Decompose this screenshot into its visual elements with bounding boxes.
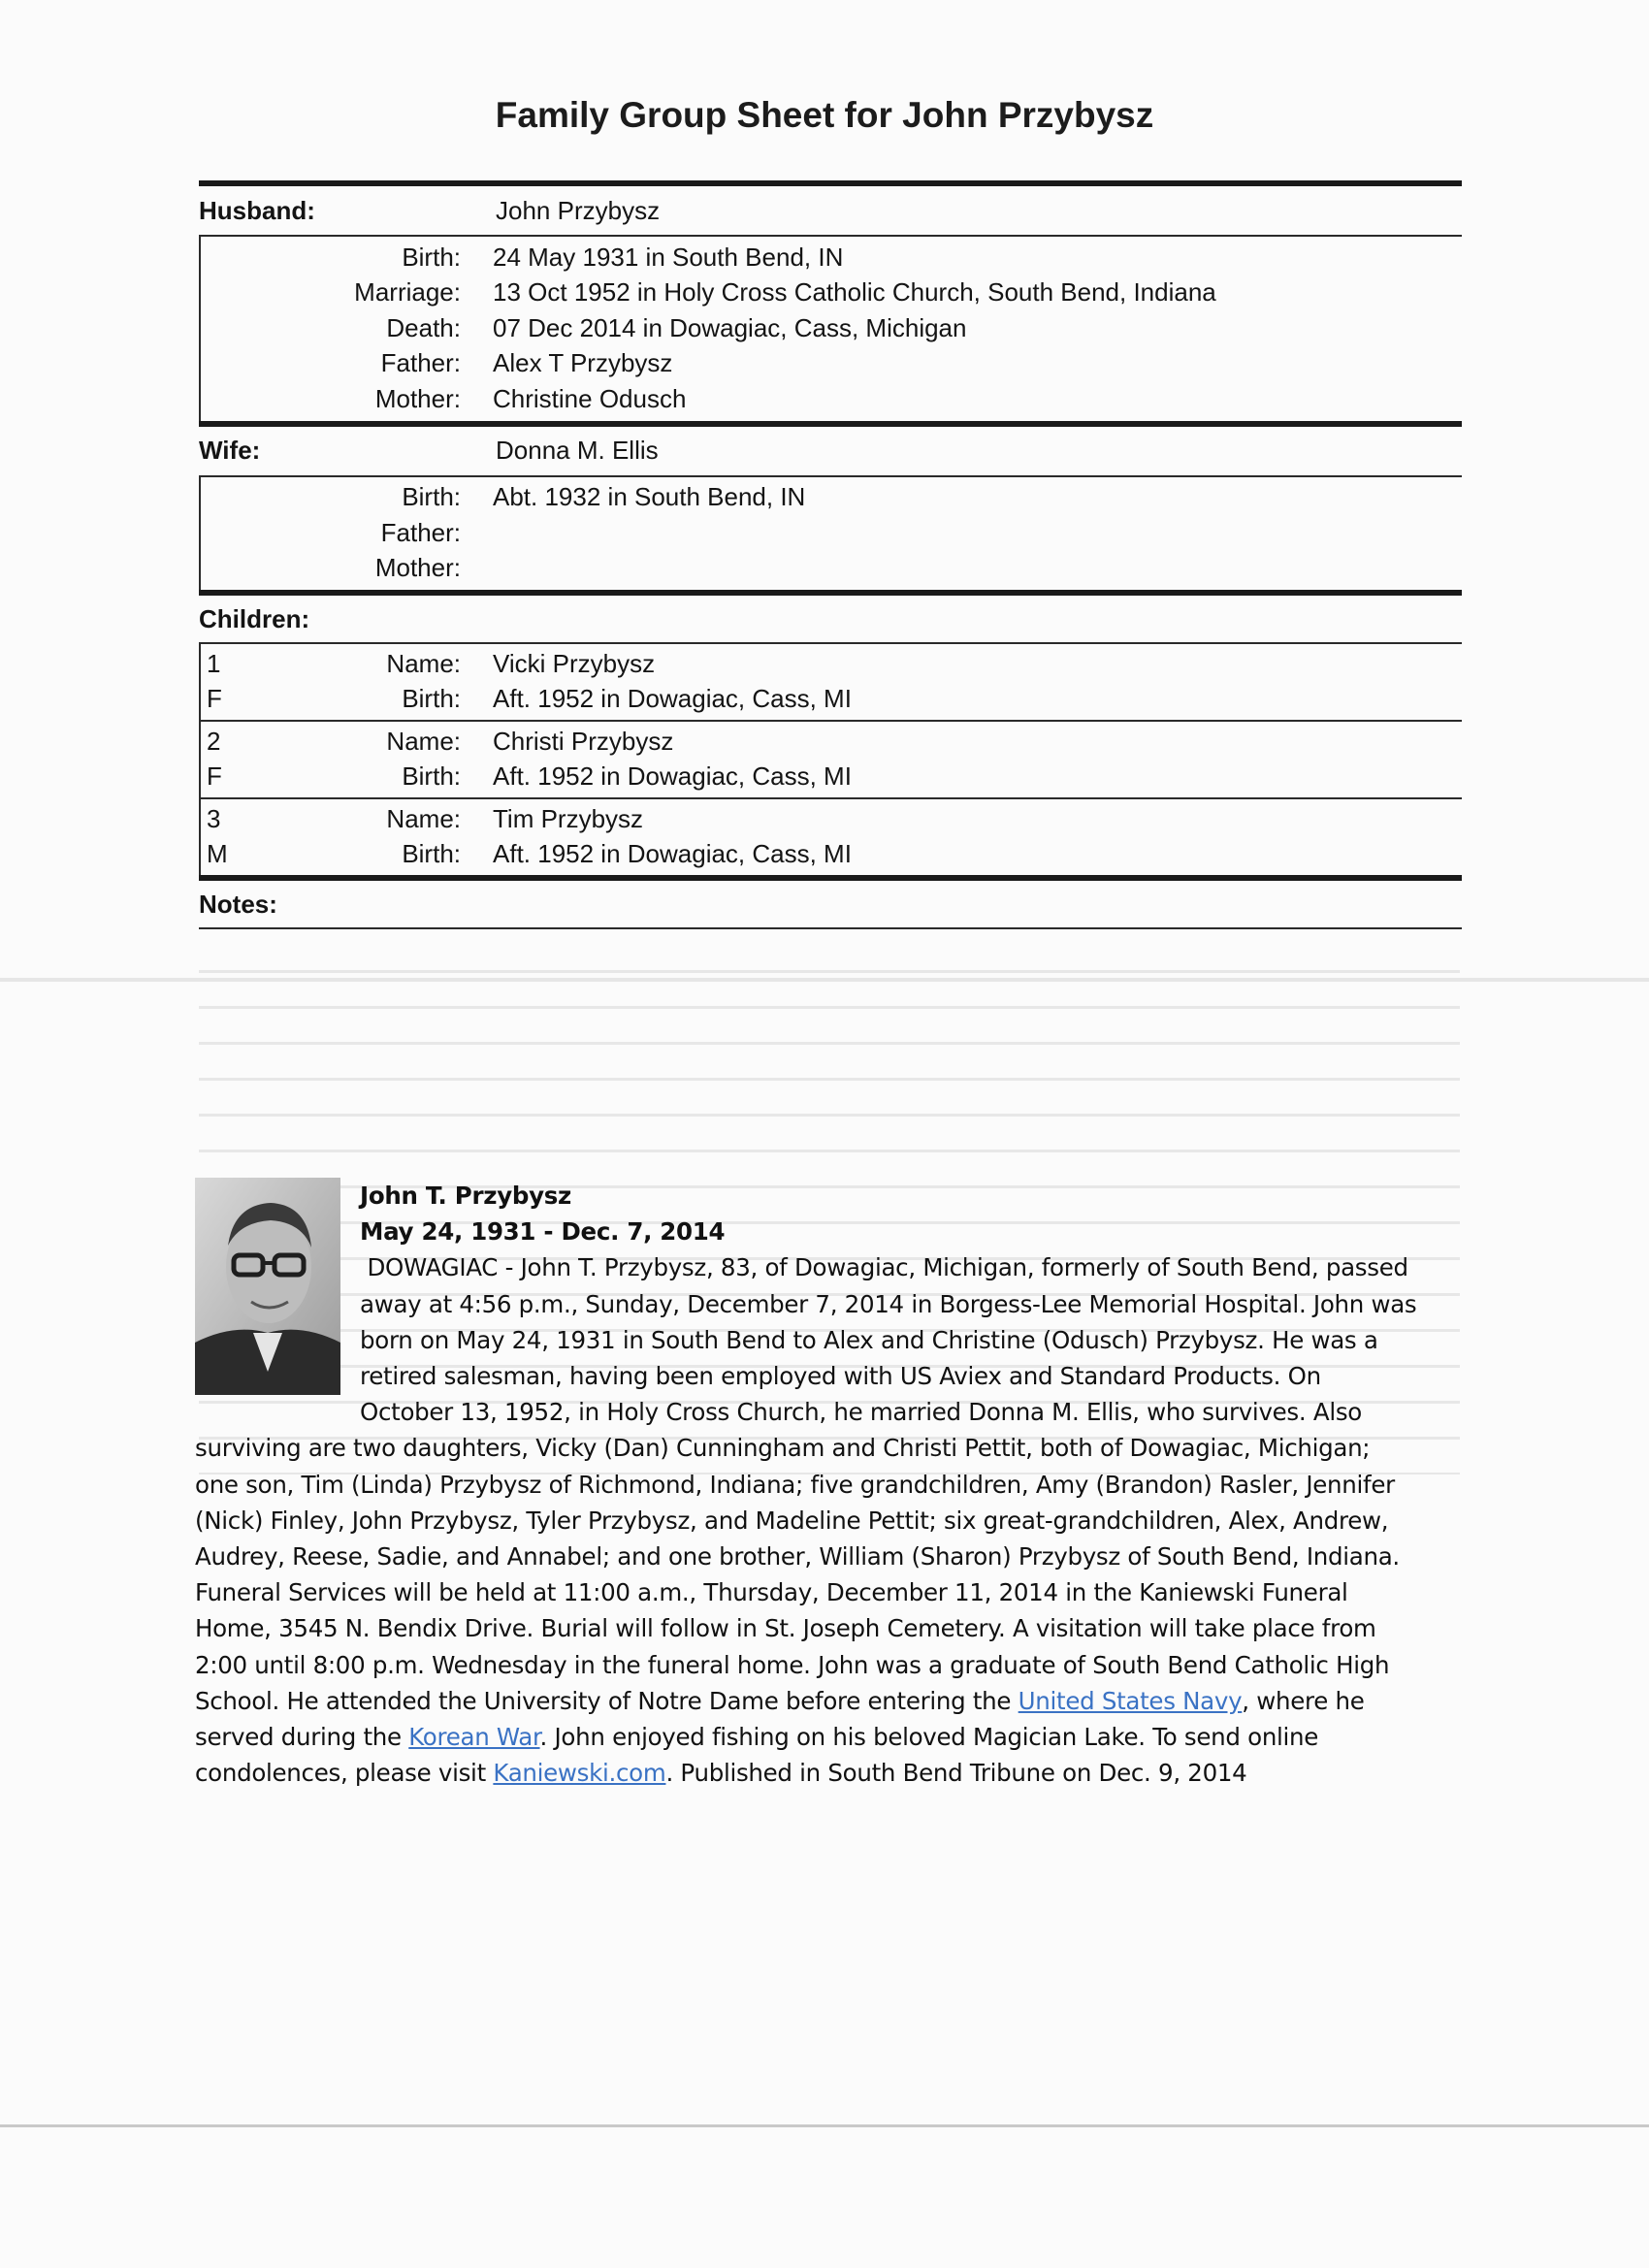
husband-name: John Przybysz <box>496 195 661 225</box>
fact-row: Mother: Christine Odusch <box>374 383 687 413</box>
child-name-row: 1 Name: Vicki Przybysz <box>207 648 656 678</box>
husband-label: Husband: <box>199 195 315 225</box>
obituary-text <box>195 1178 1466 1791</box>
obituary-line: condolences, please visit Kaniewski.com. Published in South Bend Tribune on Dec. 9, 2014 <box>195 1759 1247 1788</box>
obituary-dates: May 24, 1931 - Dec. 7, 2014 <box>360 1217 726 1247</box>
obituary-line: School. He attended the University of Notre Dame before entering the United States Navy, where he <box>195 1686 1365 1715</box>
link-korean-war[interactable]: Korean War <box>408 1723 540 1752</box>
husband-header <box>199 186 1462 235</box>
notes-label: Notes: <box>199 889 277 919</box>
obituary-line: away at 4:56 p.m., Sunday, December 7, 2014 in Borgess-Lee Memorial Hospital. John was <box>360 1289 1417 1318</box>
obituary-line: Home, 3545 N. Bendix Drive. Burial will follow in St. Joseph Cemetery. A visitation will take place from <box>195 1614 1376 1643</box>
children-header <box>199 596 1462 642</box>
obituary-line: Funeral Services will be held at 11:00 a.m., Thursday, December 11, 2014 in the Kaniewski Funeral <box>195 1578 1348 1607</box>
link-kaniewski-com[interactable]: Kaniewski.com <box>493 1759 666 1788</box>
family-group-sheet <box>199 180 1462 929</box>
obituary-line: Audrey, Reese, Sadie, and Annabel; and one brother, William (Sharon) Przybysz of South Bend, Indiana. <box>195 1542 1400 1571</box>
child-name-row: 2 Name: Christi Przybysz <box>207 726 674 756</box>
obituary-line: 2:00 until 8:00 p.m. Wednesday in the funeral home. John was a graduate of South Bend Catholic High <box>195 1650 1390 1679</box>
portrait-photo <box>195 1178 340 1395</box>
obituary-line: DOWAGIAC - John T. Przybysz, 83, of Dowagiac, Michigan, formerly of South Bend, passed <box>360 1253 1408 1282</box>
obituary-line: (Nick) Finley, John Przybysz, Tyler Przybysz, and Madeline Pettit; six great-grandchildren, Alex, Andrew, <box>195 1506 1389 1535</box>
divider <box>199 927 1462 929</box>
child-entry <box>199 722 1462 797</box>
child-birth-row: M Birth: Aft. 1952 in Dowagiac, Cass, MI <box>207 839 852 869</box>
obituary-name: John T. Przybysz <box>360 1182 572 1210</box>
obituary-line: one son, Tim (Linda) Przybysz of Richmond, Indiana; five grandchildren, Amy (Brandon) Rasler, Jennifer <box>195 1470 1395 1499</box>
husband-facts <box>199 237 1462 421</box>
wife-facts <box>199 477 1462 591</box>
fact-row: Marriage: 13 Oct 1952 in Holy Cross Catholic Church, South Bend, Indiana <box>354 277 1216 308</box>
obituary-line: retired salesman, having been employed with US Aviex and Standard Products. On <box>360 1362 1321 1391</box>
fact-row: Father: Alex T Przybysz <box>380 348 673 378</box>
obituary-clipping <box>195 1178 1466 1791</box>
wife-name: Donna M. Ellis <box>496 436 659 465</box>
fact-row: Mother: <box>374 553 461 583</box>
scan-bottom-edge <box>0 2124 1649 2127</box>
child-entry <box>199 644 1462 720</box>
wife-header <box>199 427 1462 475</box>
obituary-line: surviving are two daughters, Vicky (Dan) Cunningham and Christi Pettit, both of Dowagiac, Michigan; <box>195 1434 1371 1463</box>
children-label: Children: <box>199 603 310 633</box>
page-title: Family Group Sheet for John Przybysz <box>495 95 1154 135</box>
fact-row: Birth: 24 May 1931 in South Bend, IN <box>402 242 844 272</box>
child-entry <box>199 799 1462 875</box>
child-name-row: 3 Name: Tim Przybysz <box>207 803 644 833</box>
link-united-states-navy[interactable]: United States Navy <box>1018 1686 1243 1715</box>
obituary-line: born on May 24, 1931 in South Bend to Alex and Christine (Odusch) Przybysz. He was a <box>360 1325 1378 1354</box>
fact-row: Birth: Abt. 1932 in South Bend, IN <box>402 482 806 512</box>
child-birth-row: F Birth: Aft. 1952 in Dowagiac, Cass, MI <box>207 684 852 714</box>
fact-row: Death: 07 Dec 2014 in Dowagiac, Cass, Michigan <box>386 312 967 342</box>
notes-header <box>199 881 1462 927</box>
fact-row: Father: <box>380 517 461 547</box>
child-birth-row: F Birth: Aft. 1952 in Dowagiac, Cass, MI <box>207 761 852 792</box>
obituary-line: October 13, 1952, in Holy Cross Church, he married Donna M. Ellis, who survives. Also <box>360 1398 1362 1427</box>
obituary-line: served during the Korean War. John enjoyed fishing on his beloved Magician Lake. To send online <box>195 1723 1319 1752</box>
wife-label: Wife: <box>199 436 261 465</box>
